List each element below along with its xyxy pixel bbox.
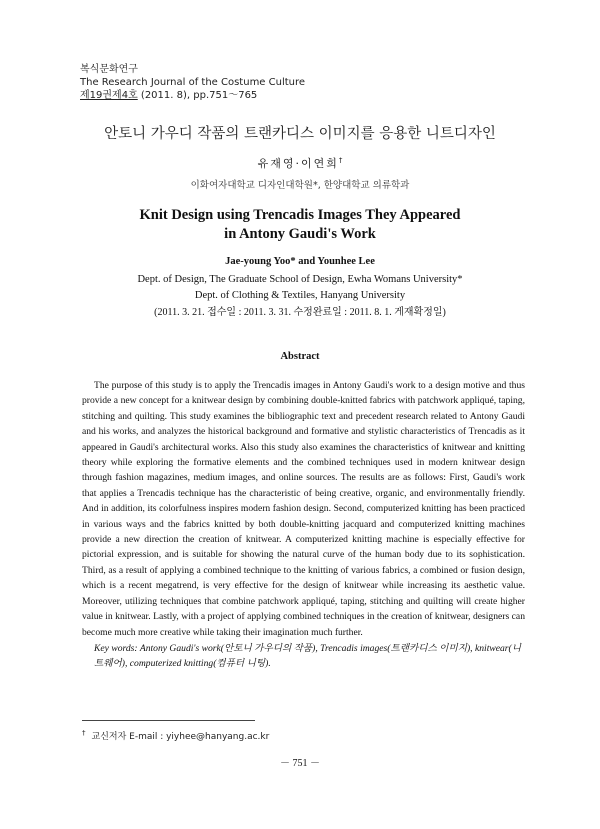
title-english-line1: Knit Design using Trencadis Images They Appeared — [139, 207, 461, 223]
title-english-line2: in Antony Gaudi's Work — [224, 226, 376, 242]
submission-dates: (2011. 3. 21. 접수일 : 2011. 3. 31. 수정완료일 : 2011. 8. 1. 게재확정일) — [154, 307, 446, 318]
keywords-text: Antony Gaudi's work(안토니 가우디의 작품), Trencadis images(트랜카디스 이미지), knitwear(니트웨어), computerized knitting(컴퓨터 니팅). — [94, 643, 522, 669]
affiliation-korean: 이화여자대학교 디자인대학원*, 한양대학교 의류학과 — [190, 180, 410, 191]
journal-issue: 제19권제4호 — [80, 90, 138, 101]
footnote-divider — [82, 720, 255, 721]
journal-issue-line — [80, 89, 480, 102]
title-english — [0, 206, 600, 244]
journal-name-kr: 복식문화연구 — [80, 64, 138, 75]
footnote-mark: † — [82, 729, 86, 737]
authors-korean: 유재영·이연희 — [257, 157, 339, 170]
corresponding-author-mark: † — [338, 156, 343, 165]
footnote-email: 교신저자 E-mail : yiyhee@hanyang.ac.kr — [91, 732, 270, 742]
journal-header — [80, 63, 480, 102]
abstract-heading: Abstract — [280, 351, 320, 362]
journal-issue-detail: (2011. 8), pp.751～765 — [140, 90, 258, 101]
keywords-label: Key words: — [94, 643, 138, 654]
abstract-body: The purpose of this study is to apply the Trencadis images in Antony Gaudi's work to a design motive and thus provide a new concept for a knitwear design by combining double-knitted fabrics with patchwork appliqué, taping, stitching and quilting. This study examines the bibliographic text and precedent research related to Antony Gaudi and his works, and analyzes the historical background and formative and stylistic characteristics of Trencadis as it appeared in Gaudi's architectural works. Also this study also examines the characteristics of knitwear and knitting theory while exploring the formative elements and the combined techniques used in modern knitwear design through fashion magazines, medium images, and online sources. The results are as follows: First, Gaudi's work that applies a Trencadis technique has the characteristic of being creative, organic, and environmentally friendly. And in addition, its colorfulness inspires modern fashion design. Second, computerized knitting has been practiced in various ways and the fabrics knitted by both double-knitting jacquard and computerized knitting machines provide a new direction the creation of knitwear. A computerized knitting machine is especially effective for pictorial expression, and is suitable for showing the natural curve of the human body due to its sophistication. Third, as a result of applying a combined technique to the knitting of various fabrics, a combined or fusion design, which is a recent megatrend, is very effective for the design of knitwear while increasing its aesthetic value. Moreover, utilizing techniques that combine patchwork appliqué, taping, stitching and quilting will create higher value in knitwear. Lastly, with a project of applying combined techniques in the creation of knitwear, designers can become much more creative while taking their imagination much further. — [82, 380, 525, 638]
page-number: － 751 － — [280, 758, 320, 769]
authors-korean-line — [0, 155, 600, 171]
affiliation-english — [0, 272, 600, 304]
footnote — [82, 729, 269, 742]
affiliation-english-2: Dept. of Clothing & Textiles, Hanyang University — [194, 290, 406, 301]
authors-english: Jae-young Yoo* and Younhee Lee — [225, 256, 375, 267]
keywords — [94, 641, 525, 671]
title-korean: 안토니 가우디 작품의 트랜카디스 이미지를 응용한 니트디자인 — [104, 126, 496, 142]
journal-name-en: The Research Journal of the Costume Culture — [80, 77, 306, 88]
affiliation-english-1: Dept. of Design, The Graduate School of Design, Ewha Womans University* — [137, 274, 463, 285]
